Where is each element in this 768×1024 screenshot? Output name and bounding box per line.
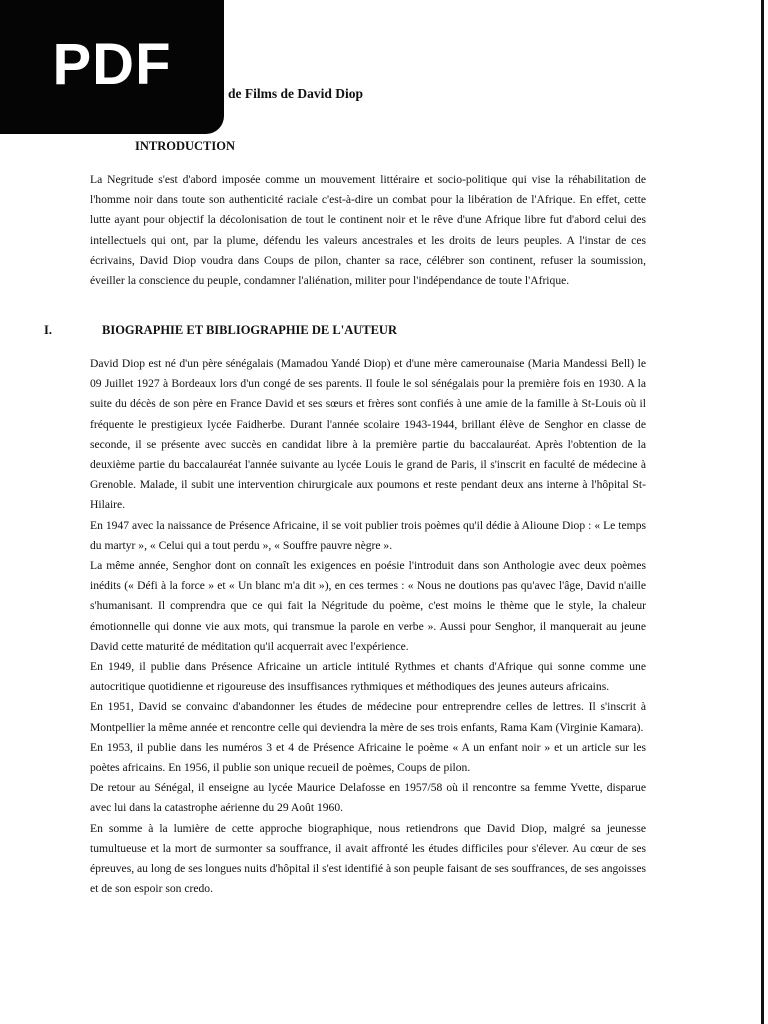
- bio-paragraph: En 1953, il publie dans les numéros 3 et 4 de Présence Africaine le poème « A un enfant noir » et un article sur les poètes africains. En 1956, il publie son unique recueil de poèmes, Coups de pilon.: [90, 740, 646, 775]
- section-heading-text: BIOGRAPHIE ET BIBLIOGRAPHIE DE L'AUTEUR: [102, 323, 397, 337]
- biography-body: [90, 354, 646, 899]
- bio-paragraph: En 1949, il publie dans Présence Africaine un article intitulé Rythmes et chants d'Afrique qui sonne comme une autocritique quotidienne et rigoureuse des insuffisances rythmiques et méthodiques des jeunes auteurs africains.: [90, 660, 646, 694]
- pdf-badge-label: PDF: [52, 31, 172, 97]
- introduction-paragraph: La Negritude s'est d'abord imposée comme un mouvement littéraire et socio-politique qui vise la réhabilitation de l'homme noir dans toute son authenticité raciale c'est-à-dire un combat pour la libération de l'Afrique. En effet, cette lutte ayant pour objectif la décolonisation de tout le continent noir et le rêve d'une Afrique libre fut d'abord celui des intellectuels qui ont, par la plume, défendu les valeurs ancestrales et les droits de leurs peuples. A l'instar de ces écrivains, David Diop voudra dans Coups de pilon, chanter sa race, célébrer son continent, refuser la soumission, éveiller la conscience du peuple, condamner l'aliénation, militer pour l'indépendance de toute l'Afrique.: [90, 173, 646, 288]
- bio-paragraph: De retour au Sénégal, il enseigne au lycée Maurice Delafosse en 1957/58 où il rencontre sa femme Yvette, disparue avec lui dans la catastrophe aérienne du 29 Août 1960.: [90, 781, 646, 815]
- bio-paragraph: En 1951, David se convainc d'abandonner les études de médecine pour entreprendre celles de lettres. Il s'inscrit à Montpellier la même année et rencontre celle qui deviendra la mère de ses trois enfants, Rama Kam (Virginie Kamara).: [90, 700, 646, 734]
- section-number: I.: [44, 323, 52, 337]
- page-edge-rule: [761, 0, 764, 1024]
- bio-paragraph: David Diop est né d'un père sénégalais (Mamadou Yandé Diop) et d'une mère camerounaise (Maria Mandessi Bell) le 09 Juillet 1927 à Bordeaux lors d'un congé de ses parents. Il foule le sol sénégalais pour la première fois en 1930. A la suite du décès de son père en France David et ses sœurs et frères sont confiés à une amie de la famille à St-Louis où il fréquente le prestigieux lycée Faidherbe. Durant l'année scolaire 1943-1944, brillant élève de Senghor en classe de seconde, il se présente avec succès en candidat libre à la première partie du baccalauréat. Après l'obtention de la deuxième partie du baccalauréat l'année suivante au lycée Louis le grand de Paris, il s'inscrit en faculté de médecine à Grenoble. Malade, il subit une intervention chirurgicale aux poumons et reste pendant deux ans interne à l'hôpital St-Hilaire.: [90, 357, 646, 512]
- pdf-badge: [0, 0, 224, 134]
- bio-paragraph: En somme à la lumière de cette approche biographique, nous retiendrons que David Diop, malgré sa jeunesse tumultueuse et la mort de surmonter sa souffrance, il avait affronté les études difficiles pour s'élever. Au cœur de ses épreuves, au long de ses longues nuits d'hôpital il s'est identifié à son peuple faisant de ses souffrances, de ses angoisses et de son espoir son credo.: [90, 821, 646, 896]
- document-title: de Films de David Diop: [228, 86, 364, 101]
- bio-paragraph: En 1947 avec la naissance de Présence Africaine, il se voit publier trois poèmes qu'il dédie à Alioune Diop : « Le temps du martyr », « Celui qui a tout perdu », « Souffre pauvre nègre ».: [90, 518, 646, 552]
- bio-paragraph: La même année, Senghor dont on connaît les exigences en poésie l'introduit dans son Anthologie avec deux poèmes inédits (« Défi à la force » et « Un blanc m'a dit »), en ces termes : « Nous ne doutions pas qu'avec l'âge, David n'aille s'humanisant. Il comprendra que ce qui fait la Négritude du poème, c'est moins le thème que le style, la chaleur émotionnelle qui donne vie aux mots, qui transmue la parole en verbe ». Aussi pour Senghor, il manquerait au jeune David cette maturité de méditation qu'il acquerrait avec l'expérience.: [90, 559, 646, 653]
- introduction-heading: INTRODUCTION: [135, 139, 236, 153]
